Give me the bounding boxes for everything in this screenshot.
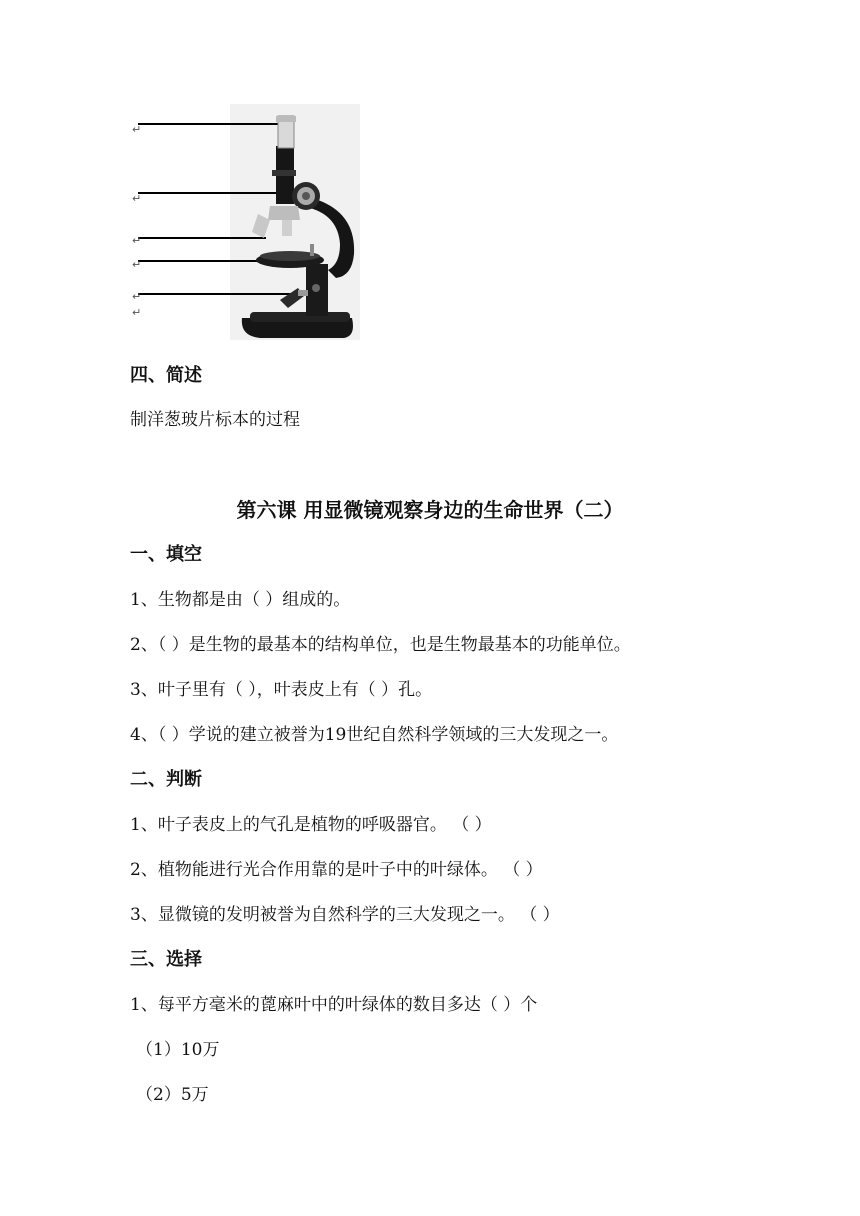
fill-item: 3、叶子里有（ ），叶表皮上有（ ）孔。 (130, 680, 433, 700)
choice-option: （1）10万 (136, 1040, 220, 1060)
fill-item: 1、生物都是由（ ）组成的。 (130, 590, 351, 610)
microscope-figure (130, 104, 362, 340)
lesson-title: 第六课 用显微镜观察身边的生命世界（二） (236, 498, 624, 522)
return-mark: ↵ (132, 234, 142, 247)
judge-item: 3、显微镜的发明被誉为自然科学的三大发现之一。 （ ） (130, 905, 560, 925)
fill-item: 2、（ ）是生物的最基本的结构单位，也是生物最基本的功能单位。 (130, 635, 631, 655)
return-mark: ↵ (132, 258, 142, 271)
return-mark: ↵ (132, 192, 142, 205)
section-heading-judge: 二、判断 (130, 769, 202, 790)
section-heading-fill: 一、填空 (130, 544, 202, 565)
return-mark: ↵ (132, 290, 142, 303)
section-heading-describe: 四、简述 (130, 365, 202, 386)
microscope-illustration (130, 104, 362, 340)
choice-option: （2）5万 (136, 1085, 209, 1105)
judge-item: 1、叶子表皮上的气孔是植物的呼吸器官。 （ ） (130, 815, 492, 835)
judge-item: 2、植物能进行光合作用靠的是叶子中的叶绿体。 （ ） (130, 860, 543, 880)
return-mark: ↵ (132, 123, 142, 136)
section-heading-choice: 三、选择 (130, 949, 202, 970)
return-mark: ↵ (132, 306, 142, 319)
choice-question: 1、每平方毫米的蓖麻叶中的叶绿体的数目多达（ ）个 (130, 995, 538, 1015)
describe-question: 制洋葱玻片标本的过程 (130, 410, 300, 430)
fill-item: 4、（ ）学说的建立被誉为19世纪自然科学领域的三大发现之一。 (130, 725, 619, 745)
